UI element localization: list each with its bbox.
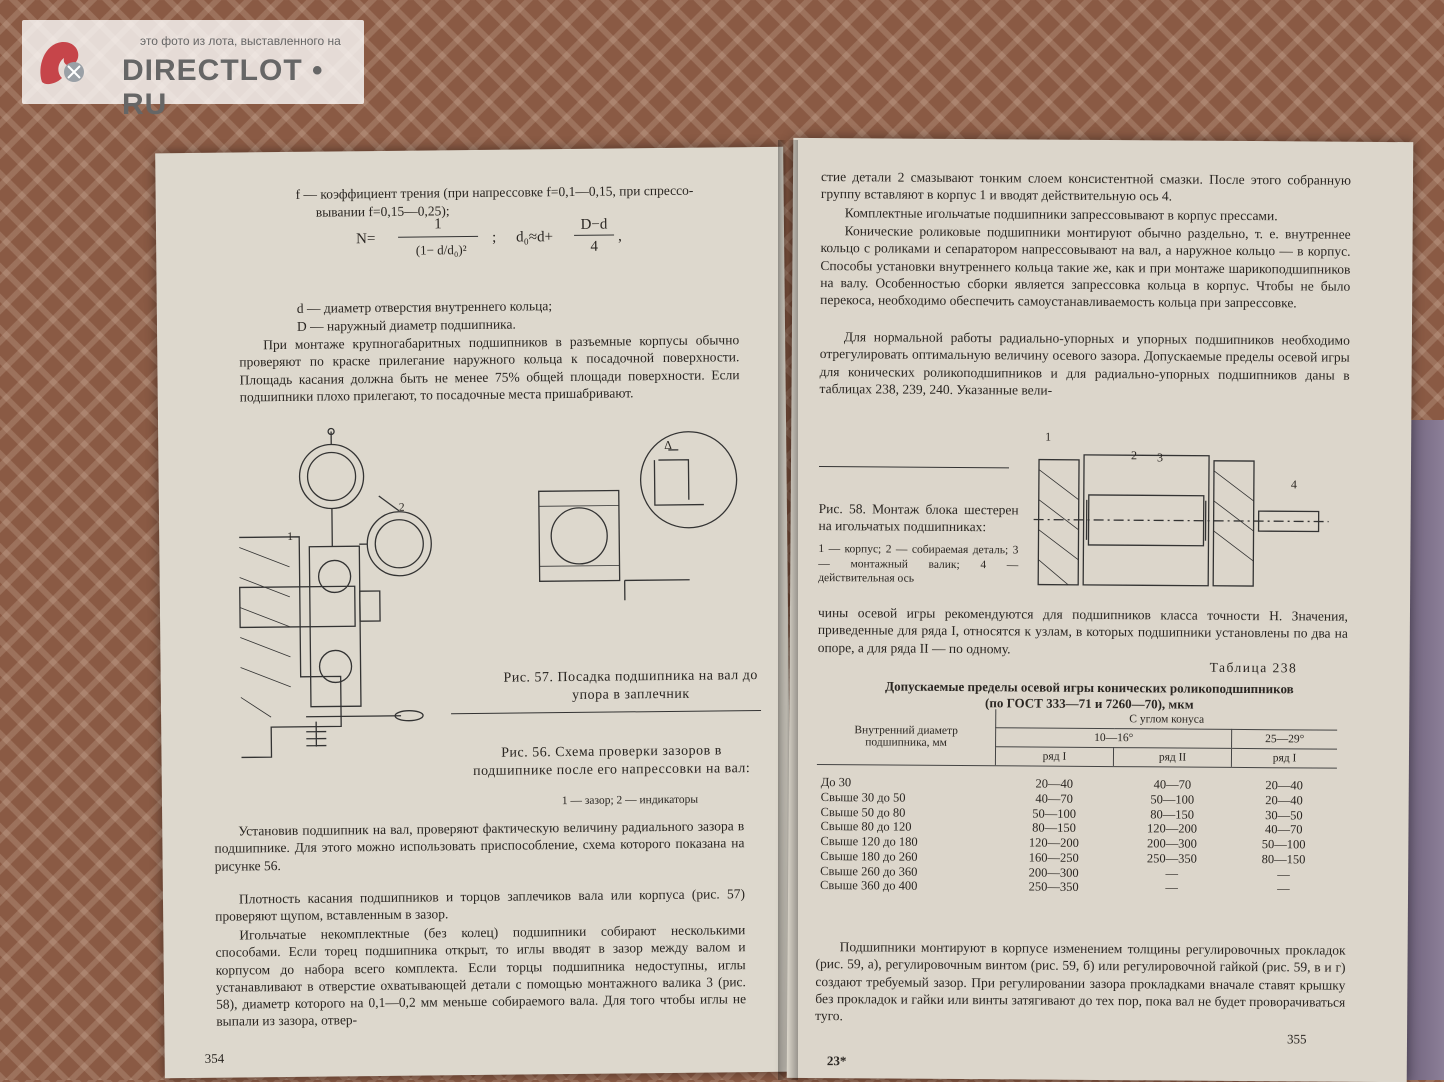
left-page (155, 147, 793, 1079)
friction-line-2: вывании f=0,15—0,25); (315, 203, 450, 220)
col-row1b-header: ряд I (1232, 748, 1338, 768)
caption-divider (451, 710, 761, 714)
formula-frac-bar (574, 235, 614, 236)
col-25-29-header: 25—29° (1232, 729, 1338, 749)
right-page (787, 138, 1414, 1082)
fig58-label-2: 2 (1131, 448, 1138, 463)
def-d: d — диаметр отверстия внутреннего кольца; (296, 298, 553, 316)
table-title: Допускаемые пределы осевой игры конических роликоподшипников (885, 678, 1294, 697)
table-row: Свыше 260 до 360 200—300 — — (820, 863, 1290, 881)
col-row2-header: ряд II (1113, 748, 1231, 768)
fig58-divider (819, 466, 1009, 468)
col-cone-header: С углом конуса (996, 709, 1338, 730)
book-gutter (778, 140, 798, 1080)
left-para-2: Установив подшипник на вал, проверяют фактическую величину радиального зазора в подшипнике. Для этого можно использовать приспособление, схема которого показана на рисунке 56. (214, 818, 745, 874)
right-para-6: Подшипники монтируют в корпусе изменением толщины регулировочных прокладок (рис. 59, а), регулировочным винтом (рис. 59, б) или регулировочной гайкой (рис. 59, в и г) создают требуемый зазор. При регулировании зазора прокладками вначале ставят крышку без прокладок и гайки или винты затягивают до тех пор, пока вал не будет проворачиваться туго. (815, 939, 1346, 1024)
left-para-3: Плотность касания подшипников и торцов заплечиков вала или корпуса (рис. 57) проверяют щупом, вставленным в зазор. (215, 886, 746, 924)
squirrel-logo-icon (32, 32, 92, 92)
fig58-label-1: 1 (1045, 429, 1052, 444)
table-row: До 30 20—40 40—70 20—40 (820, 775, 1303, 793)
right-para-3: Конические роликовые подшипники монтируют обычно раздельно, т. е. внутреннее кольцо с роликами и сепаратором напрессовывают на вал, а наружное кольцо — в корпус. Способы установки внутреннего кольца такие же, как и при монтаже шарикоподшипников на валу. Особенностью сборки является запрессовка кольца в корпус. Чтобы не было перекоса, необходимо обеспечить самоустанавливаемость кольца при запрессовке. (820, 223, 1351, 311)
watermark-brand: DIRECTLOT • RU (122, 54, 324, 121)
fig57-delta: Δ (664, 437, 673, 452)
right-para-4: Для нормальной работы радиально-упорных и упорных подшипников необходимо отрегулировать оптимальную величину осевого зазора. Допускаемые пределы осевой игры для конических роликоподшипников и для радиально-упорных подшипников даны в таблицах 238, 239, 240. Указанные вели- (819, 329, 1350, 398)
def-D: D — наружный диаметр подшипника. (296, 316, 516, 334)
watermark-note: это фото из лота, выставленного на (140, 34, 341, 48)
signature-mark: 23* (826, 1053, 847, 1069)
right-page-number: 355 (1286, 1031, 1307, 1047)
fig56-label-1: 1 (287, 530, 294, 543)
table-label: Таблица 238 (1209, 659, 1298, 676)
fig56-label-2: 2 (398, 501, 405, 514)
fig58-legend: 1 — корпус; 2 — собираемая деталь; 3 — монтажный валик; 4 — действительная ось (818, 543, 1019, 586)
col-row1-header: ряд I (995, 747, 1113, 767)
table-row: Свыше 50 до 80 50—100 80—150 30—50 (820, 804, 1303, 822)
formula-n: N= (356, 231, 376, 248)
fig56-legend: 1 — зазор; 2 — индикаторы (561, 793, 699, 808)
right-para-2: Комплектные игольчатые подшипники запрессовывают в корпус прессами. (844, 205, 1278, 224)
fig58-label-3: 3 (1157, 450, 1164, 465)
formula-tail: , (617, 228, 622, 245)
table-row: Свыше 360 до 400 250—350 — — (820, 878, 1290, 896)
table-row: Свыше 80 до 120 80—150 120—200 40—70 (820, 819, 1303, 837)
left-para-1: При монтаже крупногабаритных подшипников в разъемные корпусы обычно проверяют по краске прилегание наружного кольца к посадочной поверхности. Площадь касания должна быть не менее 75% общей площади поверхности. Если подшипники плохо прилегают, то посадочные места пришабривают. (239, 332, 740, 405)
left-page-number: 354 (204, 1050, 225, 1066)
table-238 (816, 708, 1337, 897)
formula-frac-num: D−d (580, 216, 608, 233)
formula-frac-den: 4 (590, 238, 599, 255)
fig58-caption: Рис. 58. Монтаж блока шестерен на игольчатых подшипниках: (818, 501, 1019, 535)
formula-bar (398, 236, 478, 238)
formula-num: 1 (434, 216, 442, 233)
col-10-16-header: 10—16° (996, 728, 1232, 749)
friction-line-1: f — коэффициент трения (при напрессовке f=0,1—0,15, при спрессо- (295, 182, 694, 202)
right-para-5: чины осевой игры рекомендуются для подшипников класса точности Н. Значения, приведенные для ряда I, относятся к узлам, в которых подшипники установлены по два на опоре, а для ряда II — по одному. (817, 605, 1349, 656)
figure-57-drawing (528, 429, 750, 601)
right-para-1: стие детали 2 смазывают тонким слоем консистентной смазки. После этого собранную группу вставляют в корпус 1 и вводят действительную ось 4. (820, 169, 1352, 204)
formula (356, 210, 622, 273)
fig58-label-4: 4 (1290, 477, 1297, 492)
fig57-caption: Рис. 57. Посадка подшипника на вал до упора в заплечник (503, 668, 758, 703)
formula-sep: ; (491, 229, 497, 246)
formula-d0: d₀≈d+ (515, 229, 554, 246)
left-para-4: Игольчатые некомплектные (без колец) подшипники собирают несколькими способами. Если торец подшипника открыт, то иглы вводят в зазор между валом и корпусом до набора всего комплекта. Если торцы подшипника недоступны, иглы устанавливают в отверстие охватывающей детали с помощью монтажного валика 3 (рис. 58), диаметр которого на 0,1—0,2 мм меньше собираемого вала. Для того чтобы иглы не выпали из зазора, отвер- (215, 922, 747, 1030)
table-row: Свыше 120 до 180 120—200 200—300 50—100 (820, 834, 1306, 852)
table-row: Свыше 30 до 50 40—70 50—100 20—40 (820, 789, 1303, 808)
formula-den: (1− d/d₀)² (415, 242, 467, 258)
col-diameter-header: Внутренний диаметр подшипника, мм (817, 708, 996, 766)
watermark (22, 20, 364, 121)
table-row: Свыше 180 до 260 160—250 250—350 80—150 (820, 848, 1306, 867)
table-subtitle: (по ГОСТ 333—71 и 7260—70), мкм (984, 695, 1194, 712)
fig56-caption: Рис. 56. Схема проверки зазоров в подшипнике после его напрессовки на вал: (472, 743, 751, 779)
figure-58-drawing (1028, 440, 1349, 592)
figure-56-drawing (228, 425, 442, 792)
